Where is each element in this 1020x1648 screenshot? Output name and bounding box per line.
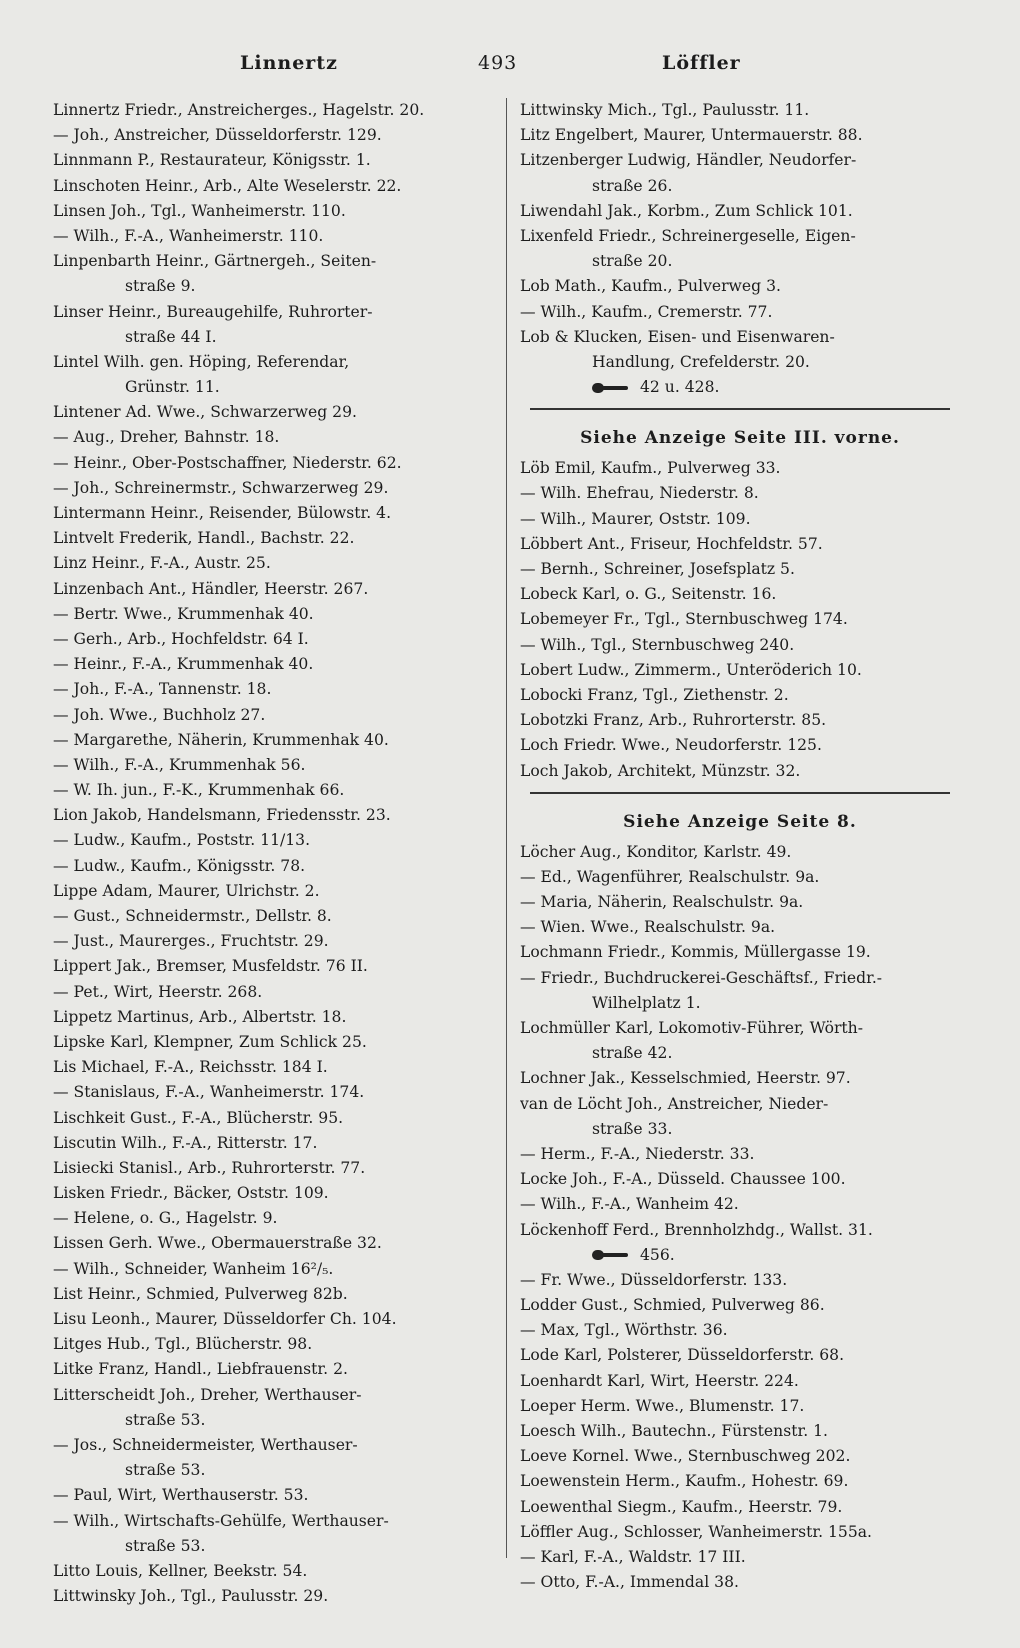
directory-entry: — Bernh., Schreiner, Josefsplatz 5. bbox=[520, 560, 795, 578]
directory-entry: — Bertr. Wwe., Krummenhak 40. bbox=[53, 604, 314, 623]
directory-entry: Litzenberger Ludwig, Händler, Neudorfer- bbox=[520, 151, 857, 170]
directory-entry: — Heinr., F.-A., Krummenhak 40. bbox=[53, 655, 314, 674]
directory-entry: Lintel Wilh. gen. Höping, Referendar, bbox=[53, 352, 350, 371]
directory-entry: Löckenhoff Ferd., Brennholzhdg., Wallst. 31. bbox=[520, 1220, 873, 1239]
directory-entry: Lob Math., Kaufm., Pulverweg 3. bbox=[520, 277, 781, 296]
directory-entry: Lintener Ad. Wwe., Schwarzerweg 29. bbox=[53, 403, 357, 422]
directory-entry: Löbbert Ant., Friseur, Hochfeldstr. 57. bbox=[520, 534, 823, 553]
entry-continuation: Wilhelplatz 1. bbox=[592, 993, 701, 1012]
directory-entry: Lodder Gust., Schmied, Pulverweg 86. bbox=[520, 1296, 825, 1315]
directory-entry: Litto Louis, Kellner, Beekstr. 54. bbox=[53, 1561, 308, 1580]
directory-entry: — Wilh., F.-A., Krummenhak 56. bbox=[53, 755, 306, 774]
directory-entry: Lochner Jak., Kesselschmied, Heerstr. 97. bbox=[520, 1069, 851, 1088]
directory-entry: Linschoten Heinr., Arb., Alte Weselerstr. 22. bbox=[53, 176, 402, 195]
directory-entry: Liscutin Wilh., F.-A., Ritterstr. 17. bbox=[53, 1133, 318, 1152]
phone-number: 42 u. 428. bbox=[640, 378, 720, 397]
entry-continuation: straße 20. bbox=[592, 252, 673, 271]
entry-continuation: straße 53. bbox=[125, 1410, 206, 1429]
directory-entry: — Aug., Dreher, Bahnstr. 18. bbox=[53, 428, 280, 447]
directory-entry: Litterscheidt Joh., Dreher, Werthauser- bbox=[53, 1385, 362, 1404]
directory-entry: Linnertz Friedr., Anstreicherges., Hagelstr. 20. bbox=[53, 101, 425, 119]
directory-entry: Linser Heinr., Bureaugehilfe, Ruhrorter- bbox=[53, 302, 373, 321]
directory-entry: Löcher Aug., Konditor, Karlstr. 49. bbox=[520, 842, 792, 861]
directory-entry: Lochmüller Karl, Lokomotiv-Führer, Wörth- bbox=[520, 1019, 863, 1037]
entry-continuation: straße 9. bbox=[125, 277, 196, 296]
directory-entry: Loeper Herm. Wwe., Blumenstr. 17. bbox=[520, 1396, 805, 1415]
directory-entry: — Wien. Wwe., Realschulstr. 9a. bbox=[520, 918, 776, 937]
directory-entry: — Wilh., F.-A., Wanheim 42. bbox=[520, 1195, 739, 1214]
directory-entry: Liwendahl Jak., Korbm., Zum Schlick 101. bbox=[520, 201, 853, 220]
directory-entry: Lissen Gerh. Wwe., Obermauerstraße 32. bbox=[53, 1234, 382, 1253]
directory-entry: van de Löcht Joh., Anstreicher, Nieder- bbox=[520, 1094, 829, 1113]
directory-entry: — Wilh. Ehefrau, Niederstr. 8. bbox=[520, 484, 759, 503]
directory-entry: Locke Joh., F.-A., Düsseld. Chaussee 100. bbox=[520, 1170, 846, 1189]
entry-continuation: straße 44 I. bbox=[125, 327, 217, 346]
directory-entry: — Stanislaus, F.-A., Wanheimerstr. 174. bbox=[53, 1083, 365, 1102]
directory-entry: Lisken Friedr., Bäcker, Oststr. 109. bbox=[53, 1184, 329, 1203]
entry-continuation: straße 53. bbox=[125, 1461, 206, 1480]
directory-entry: Löb Emil, Kaufm., Pulverweg 33. bbox=[520, 459, 781, 478]
telephone-icon bbox=[592, 1247, 630, 1263]
directory-entry: — Jos., Schneidermeister, Werthauser- bbox=[53, 1435, 358, 1454]
directory-entry: — Wilh., Kaufm., Cremerstr. 77. bbox=[520, 302, 773, 321]
directory-entry: — Helene, o. G., Hagelstr. 9. bbox=[53, 1209, 278, 1228]
directory-entry: Lobocki Franz, Tgl., Ziethenstr. 2. bbox=[520, 685, 789, 704]
directory-entry: — W. Ih. jun., F.-K., Krummenhak 66. bbox=[53, 781, 345, 800]
running-head-right: Löffler bbox=[662, 52, 741, 74]
directory-entry: Lochmann Friedr., Kommis, Müllergasse 19. bbox=[520, 943, 871, 962]
directory-entry: Lisiecki Stanisl., Arb., Ruhrorterstr. 77. bbox=[53, 1158, 366, 1177]
directory-entry: Lobotzki Franz, Arb., Ruhrorterstr. 85. bbox=[520, 711, 827, 730]
entries-group-c bbox=[520, 840, 960, 1243]
entry-continuation: straße 42. bbox=[592, 1044, 673, 1063]
directory-entry: Loewenstein Herm., Kaufm., Hohestr. 69. bbox=[520, 1472, 849, 1491]
section-rule bbox=[530, 792, 950, 794]
directory-entry: — Joh., F.-A., Tannenstr. 18. bbox=[53, 680, 272, 699]
directory-entry: — Ludw., Kaufm., Poststr. 11/13. bbox=[53, 831, 311, 850]
directory-entry: — Pet., Wirt, Heerstr. 268. bbox=[53, 982, 263, 1001]
entries-group-d bbox=[520, 1268, 960, 1595]
directory-entry: Lintermann Heinr., Reisender, Bülowstr. 4. bbox=[53, 504, 392, 522]
directory-entry: Littwinsky Mich., Tgl., Paulusstr. 11. bbox=[520, 101, 810, 119]
directory-entry: Littwinsky Joh., Tgl., Paulusstr. 29. bbox=[53, 1587, 329, 1606]
directory-entry: — Otto, F.-A., Immendal 38. bbox=[520, 1573, 739, 1592]
entry-continuation: straße 33. bbox=[592, 1119, 673, 1138]
directory-entry: Lobeck Karl, o. G., Seitenstr. 16. bbox=[520, 585, 777, 604]
section-rule bbox=[530, 408, 950, 410]
entry-continuation: Handlung, Crefelderstr. 20. bbox=[592, 352, 810, 371]
directory-entry: — Wilh., F.-A., Wanheimerstr. 110. bbox=[53, 226, 324, 245]
directory-entry: Loenhardt Karl, Wirt, Heerstr. 224. bbox=[520, 1371, 799, 1390]
directory-entry: Linzenbach Ant., Händler, Heerstr. 267. bbox=[53, 579, 369, 598]
directory-entry: Lippetz Martinus, Arb., Albertstr. 18. bbox=[53, 1007, 347, 1026]
directory-entry: — Just., Maurerges., Fruchtstr. 29. bbox=[53, 932, 329, 951]
directory-entry: — Heinr., Ober-Postschaffner, Niederstr. 62. bbox=[53, 453, 402, 472]
directory-entry: Lode Karl, Polsterer, Düsseldorferstr. 68. bbox=[520, 1346, 845, 1365]
directory-entry: — Paul, Wirt, Werthauserstr. 53. bbox=[53, 1486, 309, 1505]
telephone-icon bbox=[592, 380, 630, 396]
directory-entry: — Max, Tgl., Wörthstr. 36. bbox=[520, 1321, 728, 1340]
directory-entry: — Gerh., Arb., Hochfeldstr. 64 I. bbox=[53, 629, 309, 648]
entry-continuation: straße 26. bbox=[592, 176, 673, 195]
directory-entry: Loesch Wilh., Bautechn., Fürstenstr. 1. bbox=[520, 1422, 828, 1440]
entry-continuation: Grünstr. 11. bbox=[125, 378, 220, 397]
directory-entry: — Joh. Wwe., Buchholz 27. bbox=[53, 705, 266, 724]
directory-entry: — Wilh., Schneider, Wanheim 16²/₅. bbox=[53, 1259, 334, 1278]
directory-entry: Loch Jakob, Architekt, Münzstr. 32. bbox=[520, 761, 801, 780]
directory-entry: Lintvelt Frederik, Handl., Bachstr. 22. bbox=[53, 529, 355, 548]
directory-entry: Lischkeit Gust., F.-A., Blücherstr. 95. bbox=[53, 1108, 344, 1127]
right-column bbox=[520, 98, 960, 1595]
directory-entry: Lixenfeld Friedr., Schreinergeselle, Eigen- bbox=[520, 226, 856, 245]
directory-entry: Loch Friedr. Wwe., Neudorferstr. 125. bbox=[520, 736, 822, 755]
directory-entry: List Heinr., Schmied, Pulverweg 82b. bbox=[53, 1284, 348, 1303]
directory-entry: — Fr. Wwe., Düsseldorferstr. 133. bbox=[520, 1270, 788, 1289]
directory-entry: Litke Franz, Handl., Liebfrauenstr. 2. bbox=[53, 1360, 348, 1379]
directory-entry: — Ed., Wagenführer, Realschulstr. 9a. bbox=[520, 867, 820, 886]
directory-entry: Lobemeyer Fr., Tgl., Sternbuschweg 174. bbox=[520, 610, 848, 629]
directory-entry: Loeve Kornel. Wwe., Sternbuschweg 202. bbox=[520, 1447, 851, 1466]
directory-entry: — Joh., Schreinermstr., Schwarzerweg 29. bbox=[53, 478, 389, 497]
directory-entry: — Gust., Schneidermstr., Dellstr. 8. bbox=[53, 907, 332, 925]
directory-entry: Lisu Leonh., Maurer, Düsseldorfer Ch. 104. bbox=[53, 1310, 397, 1328]
entry-continuation: straße 53. bbox=[125, 1536, 206, 1555]
column-divider bbox=[506, 98, 507, 1558]
directory-entry: — Herm., F.-A., Niederstr. 33. bbox=[520, 1144, 755, 1163]
entries-group-b bbox=[520, 456, 960, 783]
directory-entry: Lis Michael, F.-A., Reichsstr. 184 I. bbox=[53, 1058, 328, 1077]
directory-entry: — Karl, F.-A., Waldstr. 17 III. bbox=[520, 1547, 746, 1566]
advert-notice: Siehe Anzeige Seite III. vorne. bbox=[580, 428, 900, 449]
directory-entry: Loewenthal Siegm., Kaufm., Heerstr. 79. bbox=[520, 1497, 843, 1516]
phone-line bbox=[520, 375, 960, 400]
running-head-left: Linnertz bbox=[240, 52, 338, 74]
phone-line bbox=[520, 1243, 960, 1268]
directory-entry: Linsen Joh., Tgl., Wanheimerstr. 110. bbox=[53, 201, 346, 220]
directory-entry: Lipske Karl, Klempner, Zum Schlick 25. bbox=[53, 1032, 367, 1051]
entries-group-a bbox=[520, 98, 960, 375]
directory-entry: Litz Engelbert, Maurer, Untermauerstr. 88. bbox=[520, 126, 863, 145]
directory-entry: Lion Jakob, Handelsmann, Friedensstr. 23. bbox=[53, 806, 391, 825]
directory-entry: Litges Hub., Tgl., Blücherstr. 98. bbox=[53, 1335, 313, 1354]
directory-entry: Linnmann P., Restaurateur, Königsstr. 1. bbox=[53, 151, 371, 170]
directory-entry: — Friedr., Buchdruckerei-Geschäftsf., Friedr.- bbox=[520, 968, 883, 987]
directory-entry: Linpenbarth Heinr., Gärtnergeh., Seiten- bbox=[53, 252, 377, 271]
directory-entry: — Wilh., Wirtschafts-Gehülfe, Werthauser- bbox=[53, 1511, 389, 1530]
directory-entry: — Maria, Näherin, Realschulstr. 9a. bbox=[520, 893, 804, 912]
directory-entry: — Wilh., Tgl., Sternbuschweg 240. bbox=[520, 635, 795, 654]
directory-entry: — Joh., Anstreicher, Düsseldorferstr. 129. bbox=[53, 126, 382, 145]
directory-entry: Lippert Jak., Bremser, Musfeldstr. 76 II. bbox=[53, 957, 368, 976]
directory-entry: Lob & Klucken, Eisen- und Eisenwaren- bbox=[520, 327, 835, 346]
directory-entry: Linz Heinr., F.-A., Austr. 25. bbox=[53, 554, 271, 573]
directory-entry: — Wilh., Maurer, Oststr. 109. bbox=[520, 509, 751, 528]
advert-notice: Siehe Anzeige Seite 8. bbox=[623, 811, 857, 832]
directory-entry: Lobert Ludw., Zimmerm., Unteröderich 10. bbox=[520, 660, 862, 679]
directory-entry: — Margarethe, Näherin, Krummenhak 40. bbox=[53, 730, 389, 749]
phone-number: 456. bbox=[640, 1245, 675, 1264]
page-number: 493 bbox=[478, 52, 518, 74]
directory-entry: — Ludw., Kaufm., Königsstr. 78. bbox=[53, 856, 306, 875]
left-column bbox=[53, 98, 493, 1609]
directory-entry: Lippe Adam, Maurer, Ulrichstr. 2. bbox=[53, 881, 320, 900]
directory-entry: Löffler Aug., Schlosser, Wanheimerstr. 155a. bbox=[520, 1522, 873, 1541]
